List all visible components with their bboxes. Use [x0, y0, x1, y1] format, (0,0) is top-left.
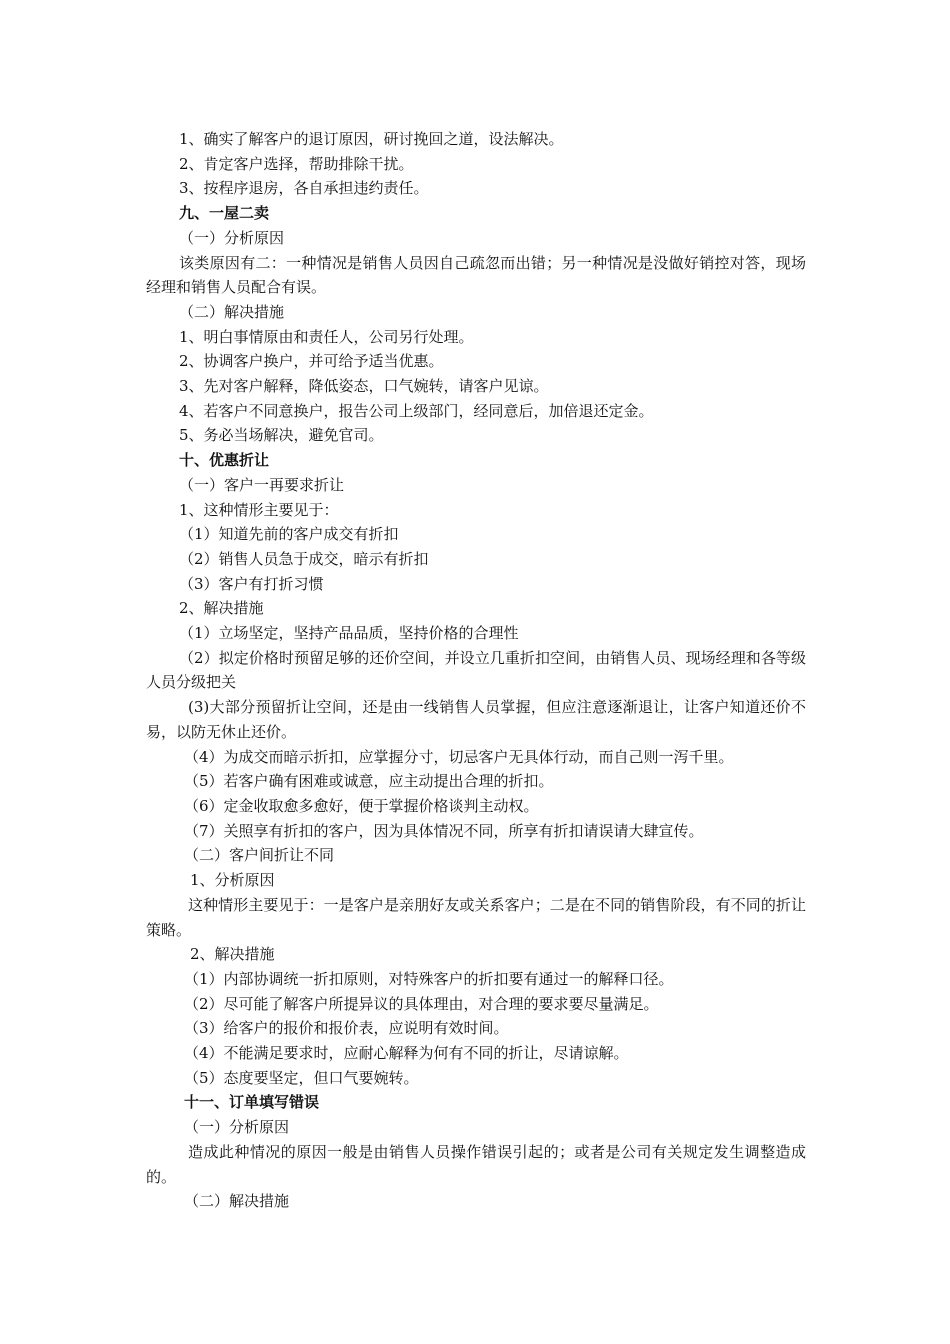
paragraph: （2）拟定价格时预留足够的还价空间，并设立几重折扣空间，由销售人员、现场经理和各等级人员分级把关 [146, 648, 806, 692]
paragraph: 这种情形主要见于：一是客户是亲朋好友或关系客户；二是在不同的销售阶段，有不同的折让策略。 [146, 895, 806, 939]
list-item: （4）为成交而暗示折扣，应掌握分寸，切忌客户无具体行动，而自己则一泻千里。 [184, 747, 734, 766]
section-heading: 十、优惠折让 [179, 451, 270, 470]
list-item: （1）知道先前的客户成交有折扣 [179, 525, 399, 544]
list-item: 5、务必当场解决，避免官司。 [179, 426, 384, 445]
section-heading: 九、一屋二卖 [179, 204, 270, 223]
paragraph: 该类原因有二：一种情况是销售人员因自己疏忽而出错；另一种情况是没做好销控对答，现场经理和销售人员配合有误。 [146, 253, 806, 297]
list-item: （3）给客户的报价和报价表，应说明有效时间。 [184, 1019, 509, 1038]
list-item: 3、按程序退房，各自承担违约责任。 [179, 179, 429, 198]
list-item: （3）客户有打折习惯 [179, 574, 324, 593]
list-item: （5）若客户确有困难或诚意，应主动提出合理的折扣。 [184, 772, 554, 791]
subsection-heading: （一）分析原因 [179, 228, 285, 247]
subsection-heading: （二）解决措施 [179, 302, 285, 321]
list-item: 2、解决措施 [190, 945, 275, 964]
list-item: （6）定金收取愈多愈好，便于掌握价格谈判主动权。 [184, 796, 539, 815]
list-item: （4）不能满足要求时，应耐心解释为何有不同的折让，尽请谅解。 [184, 1044, 629, 1063]
list-item: 2、肯定客户选择，帮助排除干扰。 [179, 154, 414, 173]
list-item: 2、协调客户换户，并可给予适当优惠。 [179, 352, 444, 371]
list-item: 1、确实了解客户的退订原因，研讨挽回之道，设法解决。 [179, 130, 564, 148]
section-heading: 十一、订单填写错误 [184, 1093, 320, 1112]
subsection-heading: （一）客户一再要求折让 [179, 475, 345, 494]
list-item: （1）立场坚定，坚持产品品质，坚持价格的合理性 [179, 624, 519, 643]
list-item: 1、这种情形主要见于： [179, 500, 339, 519]
list-item: （7）关照享有折扣的客户，因为具体情况不同，所享有折扣请误请大肆宣传。 [184, 821, 704, 840]
subsection-heading: （一）分析原因 [184, 1118, 290, 1137]
list-item: 1、明白事情原由和责任人，公司另行处理。 [179, 327, 474, 346]
subsection-heading: （二）解决措施 [184, 1192, 290, 1211]
document-body [146, 127, 806, 1214]
list-item: （1）内部协调统一折扣原则，对特殊客户的折扣要有通过一的解释口径。 [184, 969, 674, 988]
subsection-heading: （二）客户间折让不同 [184, 846, 335, 865]
list-item: 2、解决措施 [179, 599, 264, 618]
paragraph: 造成此种情况的原因一般是由销售人员操作错误引起的；或者是公司有关规定发生调整造成的。 [146, 1142, 806, 1186]
list-item: （5）态度要坚定，但口气要婉转。 [184, 1068, 419, 1087]
list-item: （2）尽可能了解客户所提异议的具体理由，对合理的要求要尽量满足。 [184, 994, 659, 1013]
list-item: 3、先对客户解释，降低姿态，口气婉转，请客户见谅。 [179, 377, 549, 396]
paragraph: (3)大部分预留折让空间，还是由一线销售人员掌握，但应注意逐渐退让，让客户知道还价不易，以防无休止还价。 [146, 698, 806, 741]
list-item: 4、若客户不同意换户，报告公司上级部门，经同意后，加倍退还定金。 [179, 401, 654, 420]
list-item: （2）销售人员急于成交，暗示有折扣 [179, 549, 429, 568]
list-item: 1、分析原因 [190, 871, 275, 890]
